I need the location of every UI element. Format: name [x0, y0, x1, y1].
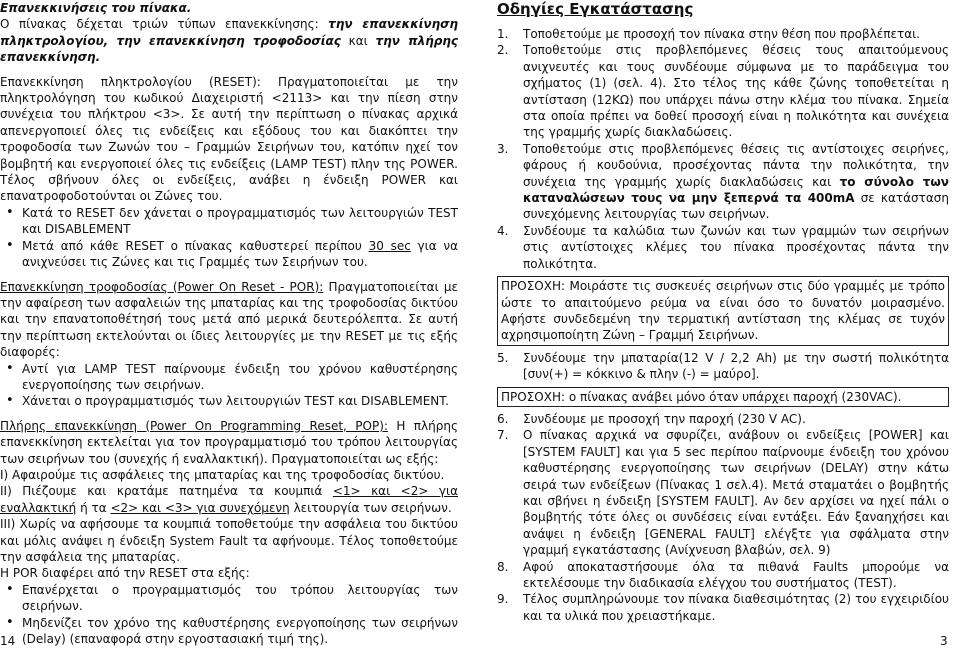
list-item: • Χάνεται ο προγραμματισμός των λειτουργιών TEST και DISABLEMENT. [22, 393, 458, 409]
warning-box: ΠΡΟΣΟΧΗ: ο πίνακας ανάβει μόνο όταν υπάρχει παροχή (230VAC). [497, 387, 949, 407]
section-heading: Πλήρης επανεκκίνηση (Power On Programming Reset, POP): [0, 418, 388, 433]
list-item: 5. Συνδέουμε την μπαταρία(12 V / 2,2 Ah) με την σωστή πολικότητα [συν(+) = κόκκινο & πλην (-) = μαύρο]. [497, 350, 949, 382]
list-item: 4. Συνδέουμε τα καλώδια των ζωνών και των γραμμών των σειρήνων στις αντίστοιχες κλέμες του πίνακα προσέχοντας πάντα την πολικότητα. [497, 223, 949, 271]
keyboard-reset-paragraph: Επανεκκίνηση πληκτρολογίου (RESET): Πραγματοποιείται με την πληκτρολόγηση του κωδικού Διαχειριστή <2113> και την πίεση στην συνέχεια του πλήκτρου <3>. Σε αυτή την περίπτωση ο πίνακας αρχικά απενεργοποιεί όλες τις ενδείξεις και εξόδους του και διακόπτει την τροφοδοσία των Ζωνών του – Γραμμών Σειρήνων του, κατόπιν ηχεί τον βομβητή και ενεργοποιεί όλες τις ενδείξεις (LAMP TEST) πλην της POWER. Τέλος σβήνουν όλες οι ενδείξεις, ανάβει η ένδειξη POWER και επανατροφοδοτούνται οι Ζώνες του. [0, 74, 458, 204]
right-column [497, 0, 949, 624]
full-reset-step-3: III) Χωρίς να αφήσουμε τα κουμπιά τοποθετούμε την ασφάλεια του δικτύου και μόλις ανάψει η ένδειξη System Fault τα αφήνουμε. Τέλος τοποθετούμε την ασφάλεια της μπαταρίας. [0, 517, 458, 564]
intro-tail: Επανεκκινήσεις του πίνακα. [0, 1, 192, 15]
list-item: 3. Τοποθετούμε στις προβλεπόμενες θέσεις τις αντίστοιχες σειρήνες, φάρους ή κουδούνια, προσέχοντας πάντα την πολικότητα, την συνέχεια της γραμμής χωρίς διακλαδώσεις και το σύνολο των καταναλώσεων τους να μην ξεπερνά τα 400mA σε κατάσταση συνεχόμενης λειτουργίας των σειρήνων. [497, 141, 949, 222]
list-item: 6. Συνδέουμε με προσοχή την παροχή (230 V AC). [497, 411, 806, 426]
list-item: 9. Τέλος συμπληρώνουμε τον πίνακα διαθεσιμότητας (2) του εγχειριδίου και τα υλικά που χρειαστήκαμε. [497, 592, 949, 623]
list-item: 7. Ο πίνακας αρχικά να σφυρίζει, ανάβουν οι ενδείξεις [POWER] και [SYSTEM FAULT] και για 5 sec περίπου παίρνουμε ένδειξη του χρόνου καθυστέρησης ενεργοποίησης των σειρήνων (DELAY) στην κάτω σειρά των ενδείξεων (Πίνακας 1 σελ.4). Μετά σταματάει ο βομβητής και σβήνει η ένδειξη [SYSTEM FAULT]. Αν δεν αρχίσει να ηχεί πάλι ο βομβητής τότε όλες οι συνδέσεις είναι εντάξει. Εάν ξαναηχήσει και ανάψει η ένδειξη [GENERAL FAULT] ελέγξτε για σφάλματα στην γραμμή εγκατάστασης (Ανίχνευση βλαβών, σελ. 9) [497, 428, 949, 558]
full-reset-differences: Η POR διαφέρει από την RESET στα εξής: [0, 566, 250, 581]
power-on-reset-bullets [0, 361, 458, 410]
installation-steps [497, 350, 949, 383]
warning-box: ΠΡΟΣΟΧΗ: Μοιράστε τις συσκευές σειρήνων στις δύο γραμμές με τρόπο ώστε το απαιτούμενο ρεύμα να είναι όσο το δυνατόν μοιρασμένο. Αφήστε συνδεδεμένη την τερματική αντίσταση της κλέμας σε τυχόν αχρησιμοποίητη Ζώνη – Γραμμή Σειρήνων. [497, 276, 949, 346]
list-item: 8. Αφού αποκαταστήσουμε όλα τα πιθανά Faults μπορούμε να εκτελέσουμε την διαδικασία ελέγχου του συστήματος (TEST). [497, 559, 949, 590]
full-reset-step-1: I) Αφαιρούμε τις ασφάλειες της μπαταρίας και της τροφοδοσίας δικτύου. [0, 467, 445, 482]
list-item: • Κατά το RESET δεν χάνεται ο προγραμματισμός των λειτουργιών TEST και DISABLEMENT [22, 205, 458, 238]
list-item: 1. Τοποθετούμε με προσοχή τον πίνακα στην θέση που προβλέπεται. [497, 27, 920, 41]
list-item: 2. Τοποθετούμε στις προβλεπόμενες θέσεις τους απαιτούμενους ανιχνευτές και τους συνδέουμε σύμφωνα με το παράδειγμα του σχήματος (1) (σελ. 4). Στο τέλος της κάθε ζώνης τοποθετείται η αντίσταση (12ΚΩ) που υπάρχει πάνω στην κλέμα του πίνακα. Σημεία στα οποία πρέπει να δοθεί προσοχή είναι η πολικότητα και συνέχεια της γραμμής χωρίς διακλαδώσεις. [497, 43, 949, 140]
list-item: • Επανέρχεται ο προγραμματισμός του τρόπου λειτουργίας των σειρήνων. [22, 582, 458, 615]
left-column [0, 0, 458, 647]
installation-steps [497, 26, 949, 272]
page-number-left: 14 [0, 634, 16, 648]
page-number-right: 3 [940, 634, 948, 648]
section-heading: Επανεκκίνηση τροφοδοσίας (Power On Reset - POR): [0, 279, 324, 294]
list-item: • Αντί για LAMP TEST παίρνουμε ένδειξη του χρόνου καθυστέρησης ενεργοποίησης των σειρήνων. [22, 361, 458, 394]
list-item: • Μηδενίζει τον χρόνο της καθυστέρησης ενεργοποίησης των σειρήνων (Delay) (επαναφορά στην εργοστασιακή τιμή της). [22, 615, 458, 648]
power-on-reset-paragraph: Επανεκκίνηση τροφοδοσίας (Power On Reset - POR): Πραγματοποιείται με την αφαίρεση των ασφαλειών της μπαταρίας και της τροφοδοσίας δικτύου και την επανατοποθέτησή τους μετά από μερικά δευτερόλεπτα. Σε αυτή την περίπτωση εκτελούνται οι ίδιες λειτουργίες με την RESET με τις εξής διαφορές: [0, 279, 458, 360]
full-reset-step-2: II) Πιέζουμε και κρατάμε πατημένα τα κουμπιά <1> και <2> για εναλλακτική ή τα <2> και <3> για συνεχόμενη λειτουργία των σειρήνων. [0, 484, 459, 515]
keyboard-reset-bullets [0, 205, 458, 271]
reset-types-paragraph: Ο πίνακας δέχεται τριών τύπων επανεκκίνησης: την επανεκκίνηση πληκτρολογίου, την επανεκκίνηση τροφοδοσίας και την πλήρης επανεκκίνηση. [0, 17, 459, 65]
page-title: Οδηγίες Εγκατάστασης [497, 0, 694, 18]
list-item: • Μετά από κάθε RESET ο πίνακας καθυστερεί περίπου 30 sec για να ανιχνεύσει τις Ζώνες και τις Γραμμές των Σειρήνων του. [22, 238, 458, 271]
full-reset-paragraph: Πλήρης επανεκκίνηση (Power On Programming Reset, POP): Η πλήρης επανεκκίνηση εκτελείται για τον προγραμματισμό του τρόπου λειτουργίας των σειρήνων του (συνεχής ή εναλλακτική). Πραγματοποιείται ως εξής: [0, 418, 458, 466]
installation-steps [497, 411, 949, 624]
full-reset-bullets [0, 582, 458, 648]
